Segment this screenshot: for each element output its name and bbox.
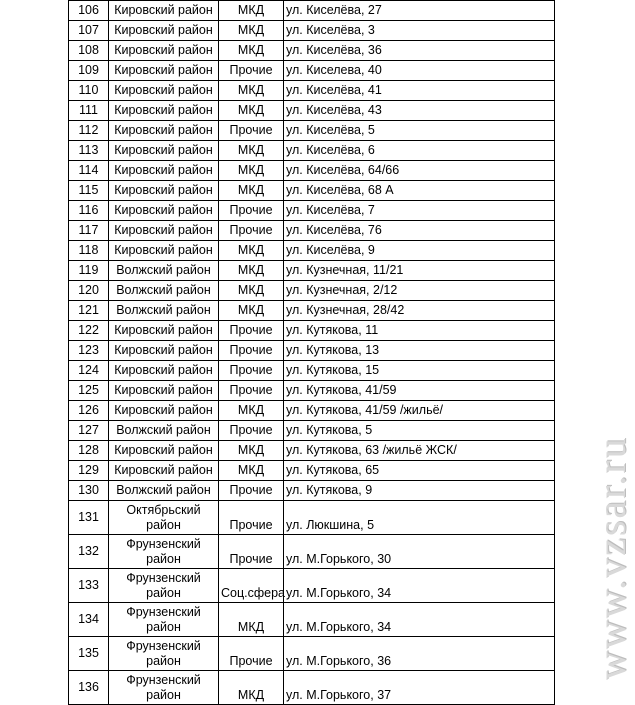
address-cell: ул. М.Горького, 30 bbox=[284, 535, 555, 569]
table-row bbox=[69, 101, 555, 121]
table-row bbox=[69, 201, 555, 221]
table-row bbox=[69, 21, 555, 41]
watermark: www.vzsar.ru bbox=[589, 436, 634, 680]
address-cell: ул. Киселёва, 43 bbox=[284, 101, 555, 121]
row-number: 106 bbox=[69, 1, 109, 21]
object-type-cell: МКД bbox=[219, 281, 284, 301]
address-cell: ул. Кутякова, 11 bbox=[284, 321, 555, 341]
district-cell: Волжский район bbox=[109, 481, 219, 501]
district-cell: Кировский район bbox=[109, 461, 219, 481]
district-cell: Фрунзенский район bbox=[109, 603, 219, 637]
row-number: 121 bbox=[69, 301, 109, 321]
table-row bbox=[69, 141, 555, 161]
object-type-cell: МКД bbox=[219, 401, 284, 421]
district-cell: Октябрьский район bbox=[109, 501, 219, 535]
district-cell: Кировский район bbox=[109, 321, 219, 341]
address-table-body bbox=[69, 1, 555, 705]
row-number: 114 bbox=[69, 161, 109, 181]
address-cell: ул. Кутякова, 63 /жильё ЖСК/ bbox=[284, 441, 555, 461]
address-cell: ул. Киселёва, 76 bbox=[284, 221, 555, 241]
address-cell: ул. Кутякова, 13 bbox=[284, 341, 555, 361]
object-type-cell: МКД bbox=[219, 101, 284, 121]
row-number: 136 bbox=[69, 671, 109, 705]
table-row bbox=[69, 381, 555, 401]
district-cell: Кировский район bbox=[109, 1, 219, 21]
address-cell: ул. Кутякова, 41/59 bbox=[284, 381, 555, 401]
address-cell: ул. Кутякова, 65 bbox=[284, 461, 555, 481]
object-type-cell: МКД bbox=[219, 41, 284, 61]
object-type-cell: Прочие bbox=[219, 481, 284, 501]
district-cell: Кировский район bbox=[109, 401, 219, 421]
district-cell: Кировский район bbox=[109, 201, 219, 221]
table-row bbox=[69, 301, 555, 321]
district-cell: Волжский район bbox=[109, 301, 219, 321]
district-cell: Кировский район bbox=[109, 341, 219, 361]
row-number: 124 bbox=[69, 361, 109, 381]
table-row bbox=[69, 441, 555, 461]
district-cell: Кировский район bbox=[109, 61, 219, 81]
address-cell: ул. Киселёва, 9 bbox=[284, 241, 555, 261]
address-cell: ул. Киселёва, 5 bbox=[284, 121, 555, 141]
row-number: 117 bbox=[69, 221, 109, 241]
row-number: 131 bbox=[69, 501, 109, 535]
object-type-cell: Прочие bbox=[219, 61, 284, 81]
address-cell: ул. Кутякова, 5 bbox=[284, 421, 555, 441]
row-number: 113 bbox=[69, 141, 109, 161]
row-number: 112 bbox=[69, 121, 109, 141]
object-type-cell: МКД bbox=[219, 603, 284, 637]
row-number: 116 bbox=[69, 201, 109, 221]
object-type-cell: Прочие bbox=[219, 361, 284, 381]
object-type-cell: МКД bbox=[219, 441, 284, 461]
object-type-cell: МКД bbox=[219, 181, 284, 201]
address-cell: ул. М.Горького, 34 bbox=[284, 603, 555, 637]
object-type-cell: МКД bbox=[219, 241, 284, 261]
object-type-cell: МКД bbox=[219, 1, 284, 21]
address-cell: ул. Кутякова, 9 bbox=[284, 481, 555, 501]
table-row bbox=[69, 361, 555, 381]
district-cell: Волжский район bbox=[109, 421, 219, 441]
table-row bbox=[69, 501, 555, 535]
table-row bbox=[69, 671, 555, 705]
table-row bbox=[69, 281, 555, 301]
address-cell: ул. Кутякова, 15 bbox=[284, 361, 555, 381]
row-number: 132 bbox=[69, 535, 109, 569]
address-cell: ул. Киселёва, 6 bbox=[284, 141, 555, 161]
district-cell: Фрунзенский район bbox=[109, 569, 219, 603]
district-cell: Кировский район bbox=[109, 101, 219, 121]
row-number: 118 bbox=[69, 241, 109, 261]
object-type-cell: Прочие bbox=[219, 535, 284, 569]
object-type-cell: МКД bbox=[219, 461, 284, 481]
district-cell: Кировский район bbox=[109, 361, 219, 381]
row-number: 108 bbox=[69, 41, 109, 61]
address-cell: ул. Кузнечная, 2/12 bbox=[284, 281, 555, 301]
object-type-cell: МКД bbox=[219, 21, 284, 41]
row-number: 115 bbox=[69, 181, 109, 201]
row-number: 129 bbox=[69, 461, 109, 481]
row-number: 123 bbox=[69, 341, 109, 361]
table-row bbox=[69, 603, 555, 637]
address-cell: ул. Кутякова, 41/59 /жильё/ bbox=[284, 401, 555, 421]
object-type-cell: МКД bbox=[219, 301, 284, 321]
district-cell: Фрунзенский район bbox=[109, 671, 219, 705]
district-cell: Фрунзенский район bbox=[109, 637, 219, 671]
address-cell: ул. Люкшина, 5 bbox=[284, 501, 555, 535]
object-type-cell: Прочие bbox=[219, 637, 284, 671]
table-row bbox=[69, 401, 555, 421]
row-number: 133 bbox=[69, 569, 109, 603]
address-cell: ул. Киселёва, 7 bbox=[284, 201, 555, 221]
address-cell: ул. Киселёва, 41 bbox=[284, 81, 555, 101]
district-cell: Кировский район bbox=[109, 121, 219, 141]
object-type-cell: Прочие bbox=[219, 201, 284, 221]
object-type-cell: Прочие bbox=[219, 501, 284, 535]
address-cell: ул. М.Горького, 36 bbox=[284, 637, 555, 671]
district-cell: Кировский район bbox=[109, 41, 219, 61]
district-cell: Волжский район bbox=[109, 281, 219, 301]
address-cell: ул. Киселева, 40 bbox=[284, 61, 555, 81]
object-type-cell: МКД bbox=[219, 671, 284, 705]
object-type-cell: МКД bbox=[219, 161, 284, 181]
district-cell: Кировский район bbox=[109, 141, 219, 161]
row-number: 111 bbox=[69, 101, 109, 121]
address-cell: ул. Кузнечная, 11/21 bbox=[284, 261, 555, 281]
row-number: 134 bbox=[69, 603, 109, 637]
table-row bbox=[69, 181, 555, 201]
row-number: 120 bbox=[69, 281, 109, 301]
row-number: 110 bbox=[69, 81, 109, 101]
row-number: 107 bbox=[69, 21, 109, 41]
district-cell: Кировский район bbox=[109, 181, 219, 201]
table-row bbox=[69, 1, 555, 21]
district-cell: Кировский район bbox=[109, 161, 219, 181]
district-cell: Волжский район bbox=[109, 261, 219, 281]
object-type-cell: Прочие bbox=[219, 121, 284, 141]
table-row bbox=[69, 481, 555, 501]
row-number: 126 bbox=[69, 401, 109, 421]
district-cell: Кировский район bbox=[109, 381, 219, 401]
table-row bbox=[69, 161, 555, 181]
object-type-cell: Прочие bbox=[219, 341, 284, 361]
address-cell: ул. М.Горького, 34 bbox=[284, 569, 555, 603]
table-row bbox=[69, 61, 555, 81]
address-cell: ул. Киселёва, 27 bbox=[284, 1, 555, 21]
object-type-cell: Прочие bbox=[219, 321, 284, 341]
row-number: 122 bbox=[69, 321, 109, 341]
table-row bbox=[69, 341, 555, 361]
row-number: 127 bbox=[69, 421, 109, 441]
row-number: 125 bbox=[69, 381, 109, 401]
row-number: 119 bbox=[69, 261, 109, 281]
address-cell: ул. М.Горького, 37 bbox=[284, 671, 555, 705]
table-row bbox=[69, 81, 555, 101]
table-row bbox=[69, 421, 555, 441]
table-row bbox=[69, 221, 555, 241]
table-row bbox=[69, 637, 555, 671]
table-row bbox=[69, 535, 555, 569]
object-type-cell: Соц.сфера bbox=[219, 569, 284, 603]
address-cell: ул. Киселёва, 36 bbox=[284, 41, 555, 61]
address-cell: ул. Киселёва, 64/66 bbox=[284, 161, 555, 181]
address-table bbox=[68, 0, 555, 705]
district-cell: Кировский район bbox=[109, 241, 219, 261]
table-row bbox=[69, 569, 555, 603]
object-type-cell: МКД bbox=[219, 81, 284, 101]
table-row bbox=[69, 241, 555, 261]
table-row bbox=[69, 321, 555, 341]
row-number: 109 bbox=[69, 61, 109, 81]
district-cell: Кировский район bbox=[109, 441, 219, 461]
address-cell: ул. Кузнечная, 28/42 bbox=[284, 301, 555, 321]
object-type-cell: МКД bbox=[219, 261, 284, 281]
district-cell: Фрунзенский район bbox=[109, 535, 219, 569]
table-row bbox=[69, 261, 555, 281]
district-cell: Кировский район bbox=[109, 81, 219, 101]
district-cell: Кировский район bbox=[109, 221, 219, 241]
address-cell: ул. Киселёва, 68 А bbox=[284, 181, 555, 201]
table-row bbox=[69, 41, 555, 61]
row-number: 128 bbox=[69, 441, 109, 461]
object-type-cell: МКД bbox=[219, 141, 284, 161]
row-number: 135 bbox=[69, 637, 109, 671]
object-type-cell: Прочие bbox=[219, 381, 284, 401]
address-cell: ул. Киселёва, 3 bbox=[284, 21, 555, 41]
object-type-cell: Прочие bbox=[219, 421, 284, 441]
row-number: 130 bbox=[69, 481, 109, 501]
object-type-cell: Прочие bbox=[219, 221, 284, 241]
table-row bbox=[69, 461, 555, 481]
table-row bbox=[69, 121, 555, 141]
district-cell: Кировский район bbox=[109, 21, 219, 41]
